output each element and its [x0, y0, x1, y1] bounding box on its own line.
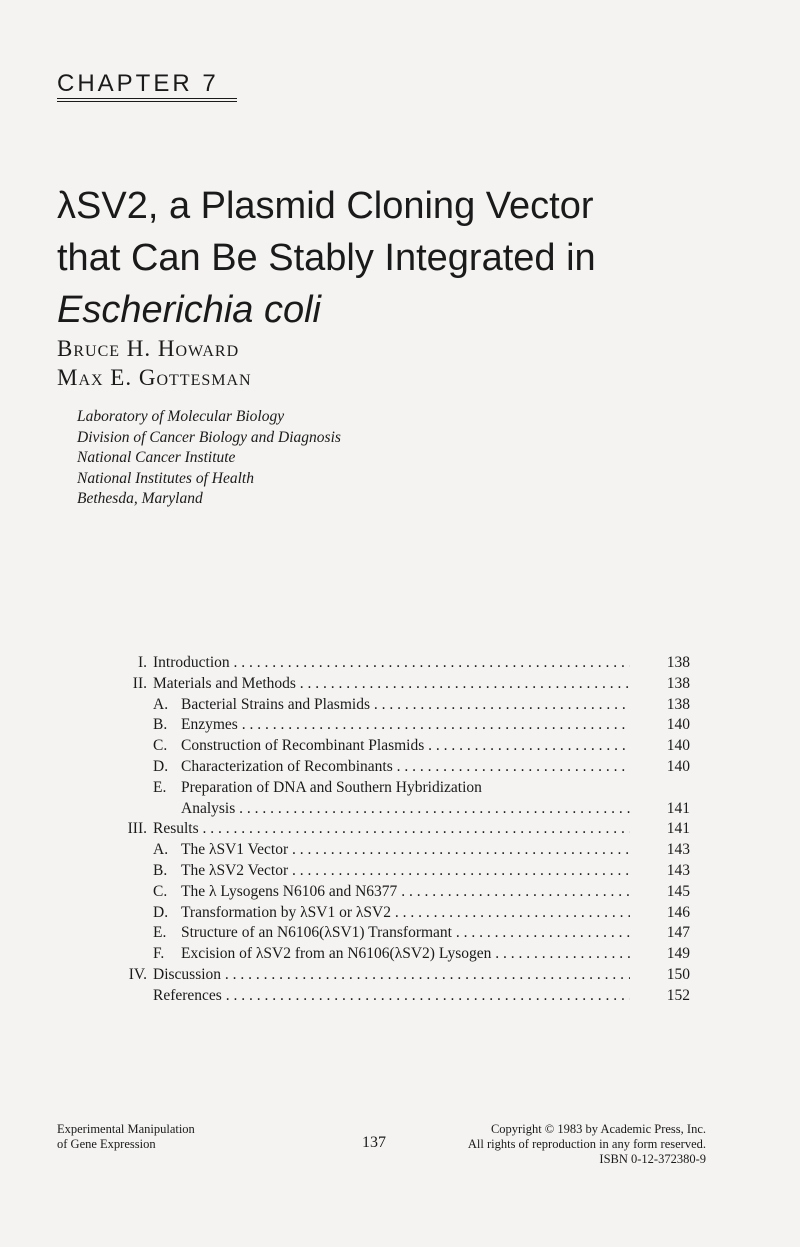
toc-section-number [110, 903, 153, 924]
toc-section-number: III. [127, 820, 147, 838]
toc-entry-title: Bacterial Strains and Plasmids . . . [181, 695, 630, 716]
table-of-contents [110, 653, 690, 1007]
author-name: Bruce H. Howard [57, 336, 240, 361]
toc-page-number: 143 [666, 861, 690, 879]
toc-subsection-letter: E. [153, 778, 167, 796]
toc-section-number [110, 778, 153, 799]
toc-section-number: II. [132, 674, 147, 692]
toc-entry-title: Excision of λSV2 from an N6106(λSV2) Lysogen . . . [181, 944, 630, 965]
toc-entry-title: Introduction . . . [153, 653, 630, 674]
toc-page-number: 149 [666, 945, 690, 963]
toc-entry [110, 840, 690, 861]
footer-line: ISBN 0-12-372380-9 [599, 1152, 706, 1166]
chapter-rule [57, 98, 237, 102]
affiliation-line: Laboratory of Molecular Biology [77, 408, 285, 425]
title-line: that Can Be Stably Integrated in [57, 237, 596, 279]
toc-entry [110, 757, 690, 778]
toc-page-number: 147 [666, 924, 690, 942]
toc-section-number: IV. [128, 965, 147, 983]
toc-section-number [110, 840, 153, 861]
toc-page-number: 141 [666, 820, 690, 838]
toc-section-number [110, 923, 153, 944]
footer-line: All rights of reproduction in any form reserved. [467, 1137, 706, 1151]
toc-page-number: 141 [666, 799, 690, 817]
toc-subsection-letter: E. [153, 924, 167, 942]
affiliation-line: National Institutes of Health [77, 469, 254, 487]
toc-entry [110, 986, 690, 1007]
page-number: 137 [362, 1134, 386, 1151]
toc-entry [110, 674, 690, 695]
toc-subsection-letter: F. [153, 945, 165, 963]
toc-page-number: 138 [666, 674, 690, 692]
toc-entry [110, 882, 690, 903]
toc-entry-title: Transformation by λSV1 or λSV2 . . . [181, 903, 630, 924]
toc-subsection-letter: D. [153, 903, 169, 921]
toc-section-number [110, 799, 153, 820]
toc-entry-title: Characterization of Recombinants . . . [181, 757, 630, 778]
toc-page-number: 152 [666, 986, 690, 1004]
footer-line: Copyright © 1983 by Academic Press, Inc. [490, 1122, 706, 1136]
toc-section-number [110, 861, 153, 882]
affiliation-line: Division of Cancer Biology and Diagnosis [77, 428, 341, 446]
toc-page-number: 140 [666, 716, 690, 734]
footer-copyright [468, 1122, 706, 1167]
toc-section-number [110, 944, 153, 965]
toc-page-number: 140 [666, 737, 690, 755]
toc-entry [110, 819, 690, 840]
toc-entry-title: Analysis . . . [181, 799, 630, 820]
toc-entry [110, 944, 690, 965]
toc-entry-title: Discussion . . . [153, 965, 630, 986]
title-line-italic: Escherichia coli [57, 289, 321, 331]
toc-subsection-letter: C. [153, 737, 168, 755]
toc-page-number: 146 [666, 903, 690, 921]
toc-entry-title: The λSV1 Vector . . . [181, 840, 630, 861]
affiliation-line: Bethesda, Maryland [77, 490, 203, 507]
toc-entry-title: The λSV2 Vector . . . [181, 861, 630, 882]
affiliation [77, 407, 341, 510]
toc-entry-title: The λ Lysogens N6106 and N6377 . . . [181, 882, 630, 903]
toc-page-number: 138 [666, 654, 690, 671]
toc-subsection-letter: A. [153, 841, 169, 859]
toc-section-number [110, 715, 153, 736]
footer-line: Experimental Manipulation [57, 1122, 195, 1136]
title-line: λSV2, a Plasmid Cloning Vector [57, 185, 594, 227]
toc-page-number: 138 [666, 695, 690, 713]
author-name: Max E. Gottesman [57, 365, 252, 390]
toc-subsection-letter: C. [153, 882, 168, 900]
footer-book-title [57, 1122, 195, 1152]
toc-section-number: I. [137, 654, 147, 671]
toc-entry [110, 903, 690, 924]
toc-entry [110, 923, 690, 944]
toc-entry [110, 715, 690, 736]
chapter-title [57, 180, 757, 336]
toc-section-number [110, 882, 153, 903]
toc-entry [110, 695, 690, 716]
toc-page-number: 143 [666, 841, 690, 859]
toc-entry-title: Construction of Recombinant Plasmids . . . [181, 736, 630, 757]
toc-entry-title: Structure of an N6106(λSV1) Transformant . . . [181, 923, 630, 944]
toc-subsection-letter: B. [153, 861, 168, 879]
toc-entry-title: Enzymes . . . [181, 715, 630, 736]
toc-page-number [630, 778, 690, 799]
toc-section-number [110, 695, 153, 716]
toc-subsection-letter: A. [153, 695, 169, 713]
toc-section-number [110, 736, 153, 757]
toc-subsection-letter [153, 799, 181, 820]
affiliation-line: National Cancer Institute [77, 449, 236, 466]
toc-entry-title: References . . . [153, 986, 630, 1007]
footer-line: of Gene Expression [57, 1137, 156, 1151]
toc-entry [110, 965, 690, 986]
toc-page-number: 140 [666, 757, 690, 775]
toc-subsection-letter: B. [153, 716, 168, 734]
toc-entry [110, 653, 690, 674]
toc-entry [110, 736, 690, 757]
toc-page-number: 145 [666, 882, 690, 900]
toc-section-number [110, 757, 153, 778]
toc-entry [110, 861, 690, 882]
toc-section-number [110, 986, 153, 1007]
chapter-label: CHAPTER 7 [57, 70, 219, 97]
toc-entry [110, 799, 690, 820]
toc-subsection-letter: D. [153, 757, 169, 775]
toc-page-number: 150 [666, 965, 690, 983]
toc-entry-title: Preparation of DNA and Southern Hybridization [181, 778, 482, 796]
toc-entry-title: Materials and Methods . . . [153, 674, 630, 695]
toc-entry [110, 778, 690, 799]
authors [57, 334, 252, 392]
toc-entry-title: Results . . . [153, 819, 630, 840]
